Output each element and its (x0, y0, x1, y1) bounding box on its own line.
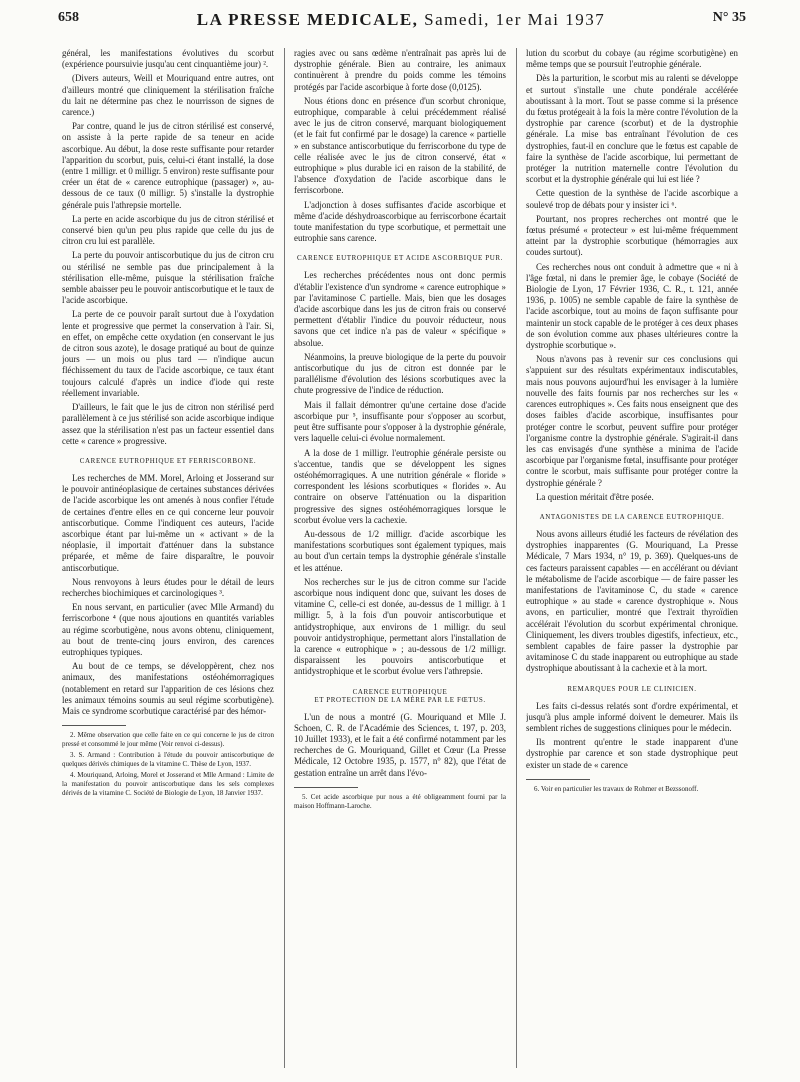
paragraph: Dès la parturition, le scorbut mis au ralenti se développe et surtout s'installe une chute pondérale accélérée aboutissant à la mort. Tout se passe comme si la présence du fœtus protégeait à la fois la mère contre l'évolution de la dystrophie par carence (scorbut) et de la dystrophie générale. La mise bas entraînant l'évolution de ces dystrophies, faut-il en conclure que le fœtus est capable de faire la synthèse de l'acide ascorbique, lui permettant de protéger la nutrition maternelle contre l'évolution du scorbut et la dystrophie générale qui lui est liée ? (526, 73, 738, 185)
paragraph: Néanmoins, la preuve biologique de la perte du pouvoir antiscorbutique du jus de citron est donnée par le parallélisme d'évolution des lésions scorbutiques avec la chute progressive de l'indice de réduction. (294, 351, 506, 396)
paragraph: Par contre, quand le jus de citron stérilisé est conservé, on assiste à la perte rapide de sa teneur en acide ascorbique. Au début, la dose reste suffisante pour retarder l'apparition du scorbut, puis, celui-ci étant installé, la dose (entre 1 milligr. et 0 milligr. 5 environ) reste suffisante pour créer un état de « carence eutrophique (passager) », au-dessous de ce taux (0 milligr. 5) s'installe la dystrophie générale puis l'athrepsie mortelle. (62, 121, 274, 210)
paragraph: L'adjonction à doses suffisantes d'acide ascorbique et même d'acide déshydroascorbique au ferriscorbone écartait toute manifestation du type scorbutique, et permettait une eutrophie sans carence. (294, 199, 506, 244)
section-heading-line: CARENCE EUTROPHIQUE (352, 687, 448, 696)
footnote: 5. Cet acide ascorbique pur nous a été obligeamment fourni par la maison Hoffmann-Laroche. (294, 792, 506, 810)
footnote-rule (62, 725, 126, 726)
paragraph: lution du scorbut du cobaye (au régime scorbutigène) en même temps que se poursuit l'eutrophie générale. (526, 48, 738, 70)
paragraph: Ces recherches nous ont conduit à admettre que « ni à l'âge fœtal, ni dans le premier âge, le cobaye (Société de Biologie de Lyon, 17 Février 1936, C. R., t. 121, année 1936, p. 1005) ne semble capable de faire la synthèse de l'acide ascorbique, tout au moins de façon suffisante pour maintenir un stock capable de le protéger à ces deux phases de son évolution comme aux phases ultérieures contre la dystrophie scorbutique ». (526, 261, 738, 351)
footnote: 4. Mouriquand, Arloing, Morel et Josserand et Mlle Armand : Limite de la manifestation du pouvoir antiscorbutique dans les sels complexes dérivés de la vitamine C. Société de Biologie de Lyon, 18 Janvier 1937. (62, 771, 274, 798)
paragraph: général, les manifestations évolutives du scorbut (expérience poursuivie jusqu'au cent cinquantième jour) ². (62, 48, 274, 70)
paragraph: Ils montrent qu'entre le stade inapparent d'une dystrophie par carence et son stade dystrophique peut exister un stade de « carence (526, 737, 738, 770)
paragraph: Les recherches précédentes nous ont donc permis d'établir l'existence d'un syndrome « carence eutrophique » par l'avitaminose C partielle. Mais, bien que les dosages d'acide ascorbique dans les jus de citron frais ou conservé permettent d'établir l'indice du pouvoir réducteur, nous savons que cet indice n'a pas de valeur « spécifique » absolue. (294, 270, 506, 348)
paragraph: ragies avec ou sans œdème n'entraînait pas après lui de dystrophie générale. Bien au contraire, les animaux continuèrent à prendre du poids comme les témoins protégés par l'acide ascorbique à forte dose (0,0125). (294, 48, 506, 92)
page-header (56, 10, 746, 34)
paragraph: Les recherches de MM. Morel, Arloing et Josserand sur le pouvoir antinéoplasique de certaines substances dérivées de l'acide ascorbique les ont amenés à nous confier l'étude de certaines d'entre elles en ce qui concerne leur pouvoir antiscorbutique. Comme l'indiquent ces auteurs, l'acide ascorbique étant par lui-même un « activant » de la néoplasie, il importait d'atténuer dans la substance préparée, et même de faire disparaître, le pouvoir antiscorbutique. (62, 472, 274, 573)
column-divider (284, 48, 285, 1068)
section-heading (294, 688, 506, 704)
issue-date: Samedi, 1er Mai 1937 (424, 10, 606, 29)
paragraph: (Divers auteurs, Weill et Mouriquand entre autres, ont d'ailleurs montré que cliniquement la stérilisation fraîche du lait ne détermine pas chez le nourrisson de signes de carence.) (62, 73, 274, 118)
paragraph: Pourtant, nos propres recherches ont montré que le fœtus présumé « protecteur » est lui-même fréquemment atteint par la dystrophie scorbutique (hémorragies aux coudes surtout). (526, 213, 738, 258)
column-2 (294, 48, 506, 1068)
column-divider (516, 48, 517, 1068)
paragraph: Les faits ci-dessus relatés sont d'ordre expérimental, et jusqu'à plus ample informé doivent le demeurer. Mais ils semblent riches de suggestions cliniques pour le médecin. (526, 700, 738, 733)
column-3 (526, 48, 738, 1068)
journal-title (56, 10, 746, 30)
paragraph: Nos recherches sur le jus de citron comme sur l'acide ascorbique nous indiquent donc que, suivant les doses de vitamine C, celle-ci est donée, au-dessus de 1 milligr. à 1 milligr. 5, à la fois d'un pouvoir antiscorbutique et antidystrophique, aux environs de 1 milligr. du seul pouvoir antidystrophique, permettant alors l'installation de la carence « eutrophique » ; au-dessous de 1/2 milligr. disparaissent les pouvoirs antiscorbutique et antidystrophique et le scorbut évolue vers l'athrepsie. (294, 576, 506, 677)
paragraph: A la dose de 1 milligr. l'eutrophie générale persiste ou s'accentue, tandis que se développent les signes ostéohémorragiques. A une nutrition générale « floride » correspondent les lésions scorbutiques « florides ». Au contraire on observe l'atténuation ou la disparition progressive des signes ostéohémorragiques lorsque le scorbut évolue vers la cachexie. (294, 447, 506, 525)
issue-number: N° 35 (712, 10, 746, 25)
paragraph: Au-dessous de 1/2 milligr. d'acide ascorbique les manifestations scorbutiques sont également typiques, mais au bout d'un certain temps la dystrophie générale s'installe et les atténue. (294, 528, 506, 573)
footnote: 6. Voir en particulier les travaux de Rohmer et Bezssonoff. (534, 784, 699, 793)
paragraph: La question méritait d'être posée. (536, 491, 654, 502)
paragraph: Nous étions donc en présence d'un scorbut chronique, eutrophique, comparable à celui précédemment réalisé avec le jus de citron conservé, marquant biologiquement (et le fait fut confirmé par le dosage) la carence « partielle » en substance antiscorbutique du ferriscorbone du type de celle réalisée avec le jus de citron conservé, état « eutrophique » plus durable ici en raison de la stabilité, de l'absence d'oxydation de l'acide ascorbique dans le ferriscorbone. (294, 95, 506, 196)
paragraph: La perte de ce pouvoir paraît surtout due à l'oxydation lente et progressive que permet la conservation à l'air. Si, en effet, on empêche cette oxydation (en conservant le jus de citron sous azote), le dosage pratiqué au bout de quinze jours — un mois ou plus tard — n'indique aucun fléchissement du taux de l'acide ascorbique, ce taux étant toujours calculé d'après un indice d'iode qui reste réellement invariable. (62, 309, 274, 398)
section-heading: REMARQUES POUR LE CLINICIEN. (567, 684, 697, 693)
paragraph: La perte en acide ascorbique du jus de citron stérilisé et conservé bien qu'un peu plus rapide que celle du jus de citron cru lui est parallèle. (62, 213, 274, 247)
paragraph: La perte du pouvoir antiscorbutique du jus de citron cru ou stérilisé ne semble pas due principalement à la stérilisation elle-même, puisque la stérilisation fraîche semble abaisser peu le pouvoir antiscorbutique et le taux de l'acide ascorbique. (62, 250, 274, 306)
paragraph: L'un de nous a montré (G. Mouriquand et Mlle J. Schoen, C. R. de l'Académie des Sciences, t. 197, p. 203, 10 Juillet 1933), et le fait a été confirmé notamment par les recherches de G. Mouriquand, Gillet et Cœur (La Presse Médicale, 12 Octobre 1935, p. 1577, n° 82), que l'état de gestation entraîne un arrêt dans l'évo- (294, 711, 506, 778)
footnote: 2. Même observation que celle faite en ce qui concerne le jus de citron pressé et consommé le jour même (Voir renvoi ci-dessus). (62, 731, 274, 749)
footnote-rule (526, 779, 590, 780)
section-heading-line: ET PROTECTION DE LA MÈRE PAR LE FŒTUS. (314, 695, 486, 704)
column-1 (62, 48, 274, 1068)
footnote: 3. S. Armand : Contribution à l'étude du pouvoir antiscorbutique de quelques dérivés chimiques de la vitamine C. Thèse de Lyon, 1937. (62, 751, 274, 769)
paragraph: Nous n'avons pas à revenir sur ces conclusions qui s'appuient sur des résultats expérimentaux indiscutables, mais nous pouvons aujourd'hui les envisager à la lumière nouvelle des faits fournis par nos recherches sur les « carences eutrophiques ». Ces faits nous enseignent que des doses faibles d'acide ascorbique, insuffisantes pour protéger contre le scorbut, peuvent suffire pour protéger l'organisme contre la dystrophie générale. S'agirait-il dans les cas envisagés d'une synthèse a minima de l'acide ascorbique par l'organisme fœtal, insuffisante pour protéger contre le scorbut, mais suffisante pour protéger contre la dystrophie générale ? (526, 354, 738, 488)
page-number: 658 (58, 10, 79, 25)
journal-name: LA PRESSE MEDICALE, (196, 10, 419, 29)
paragraph: Nous avons ailleurs étudié les facteurs de révélation des dystrophies inapparentes (G. Mouriquand, La Presse Médicale, 7 Mars 1934, n° 19, p. 369). Quelques-uns de ces facteurs paraissent capables — en accélérant ou déviant le métabolisme de l'acide ascorbique — de faire passer les manifestations de l'avitaminose C, du stade « carence eutrophique » au stade « carence dystrophique ». Nous avons, en particulier, montré que l'extrait thyroïdien accélérait l'évolution du scorbut expérimental chronique. Cliniquement, les divers troubles digestifs, infectieux, etc., semblent capables de faire passer la dystrophie par avitaminose C du stade inapparent ou eutrophique au stade dystrophique aboutissant à la cachexie et à la mort. (526, 528, 738, 674)
section-heading: CARENCE EUTROPHIQUE ET FERRISCORBONE. (79, 456, 257, 465)
paragraph: D'ailleurs, le fait que le jus de citron non stérilisé perd parallèlement à ce jus stérilisé son acide ascorbique indique assez que la stérilisation n'est pas un facteur essentiel dans cette « carence » progressive. (62, 402, 274, 446)
paragraph: Au bout de ce temps, se développèrent, chez nos animaux, des manifestations ostéohémorragiques (notablement en retard sur l'apparition de ces lésions chez les animaux témoins soumis au seul régime scorbutigène). Mais ce syndrome scorbutique caractérisé par des hémor- (62, 661, 274, 716)
paragraph: Nous renvoyons à leurs études pour le détail de leurs recherches biochimiques et carcinologiques ³. (62, 576, 274, 598)
section-heading: ANTAGONISTES DE LA CARENCE EUTROPHIQUE. (539, 512, 725, 521)
paragraph: En nous servant, en particulier (avec Mlle Armand) du ferriscorbone ⁴ (que nous ajoutions en quantités variables au régime scorbutigène, nous avons obtenu, cliniquement, au bout de trente-cinq jours environ, des carences eutrophiques typiques. (62, 602, 274, 657)
section-heading: CARENCE EUTROPHIQUE ET ACIDE ASCORBIQUE PUR. (297, 254, 503, 263)
paragraph: Cette question de la synthèse de l'acide ascorbique a soulevé trop de débats pour y insister ici ⁶. (526, 188, 738, 210)
footnote-rule (294, 787, 358, 788)
paragraph: Mais il fallait démontrer qu'une certaine dose d'acide ascorbique pur ⁵, insuffisante pour s'opposer au scorbut, peut être suffisante pour s'opposer à la dystrophie générale, vers laquelle celui-ci évolue normalement. (294, 399, 506, 444)
